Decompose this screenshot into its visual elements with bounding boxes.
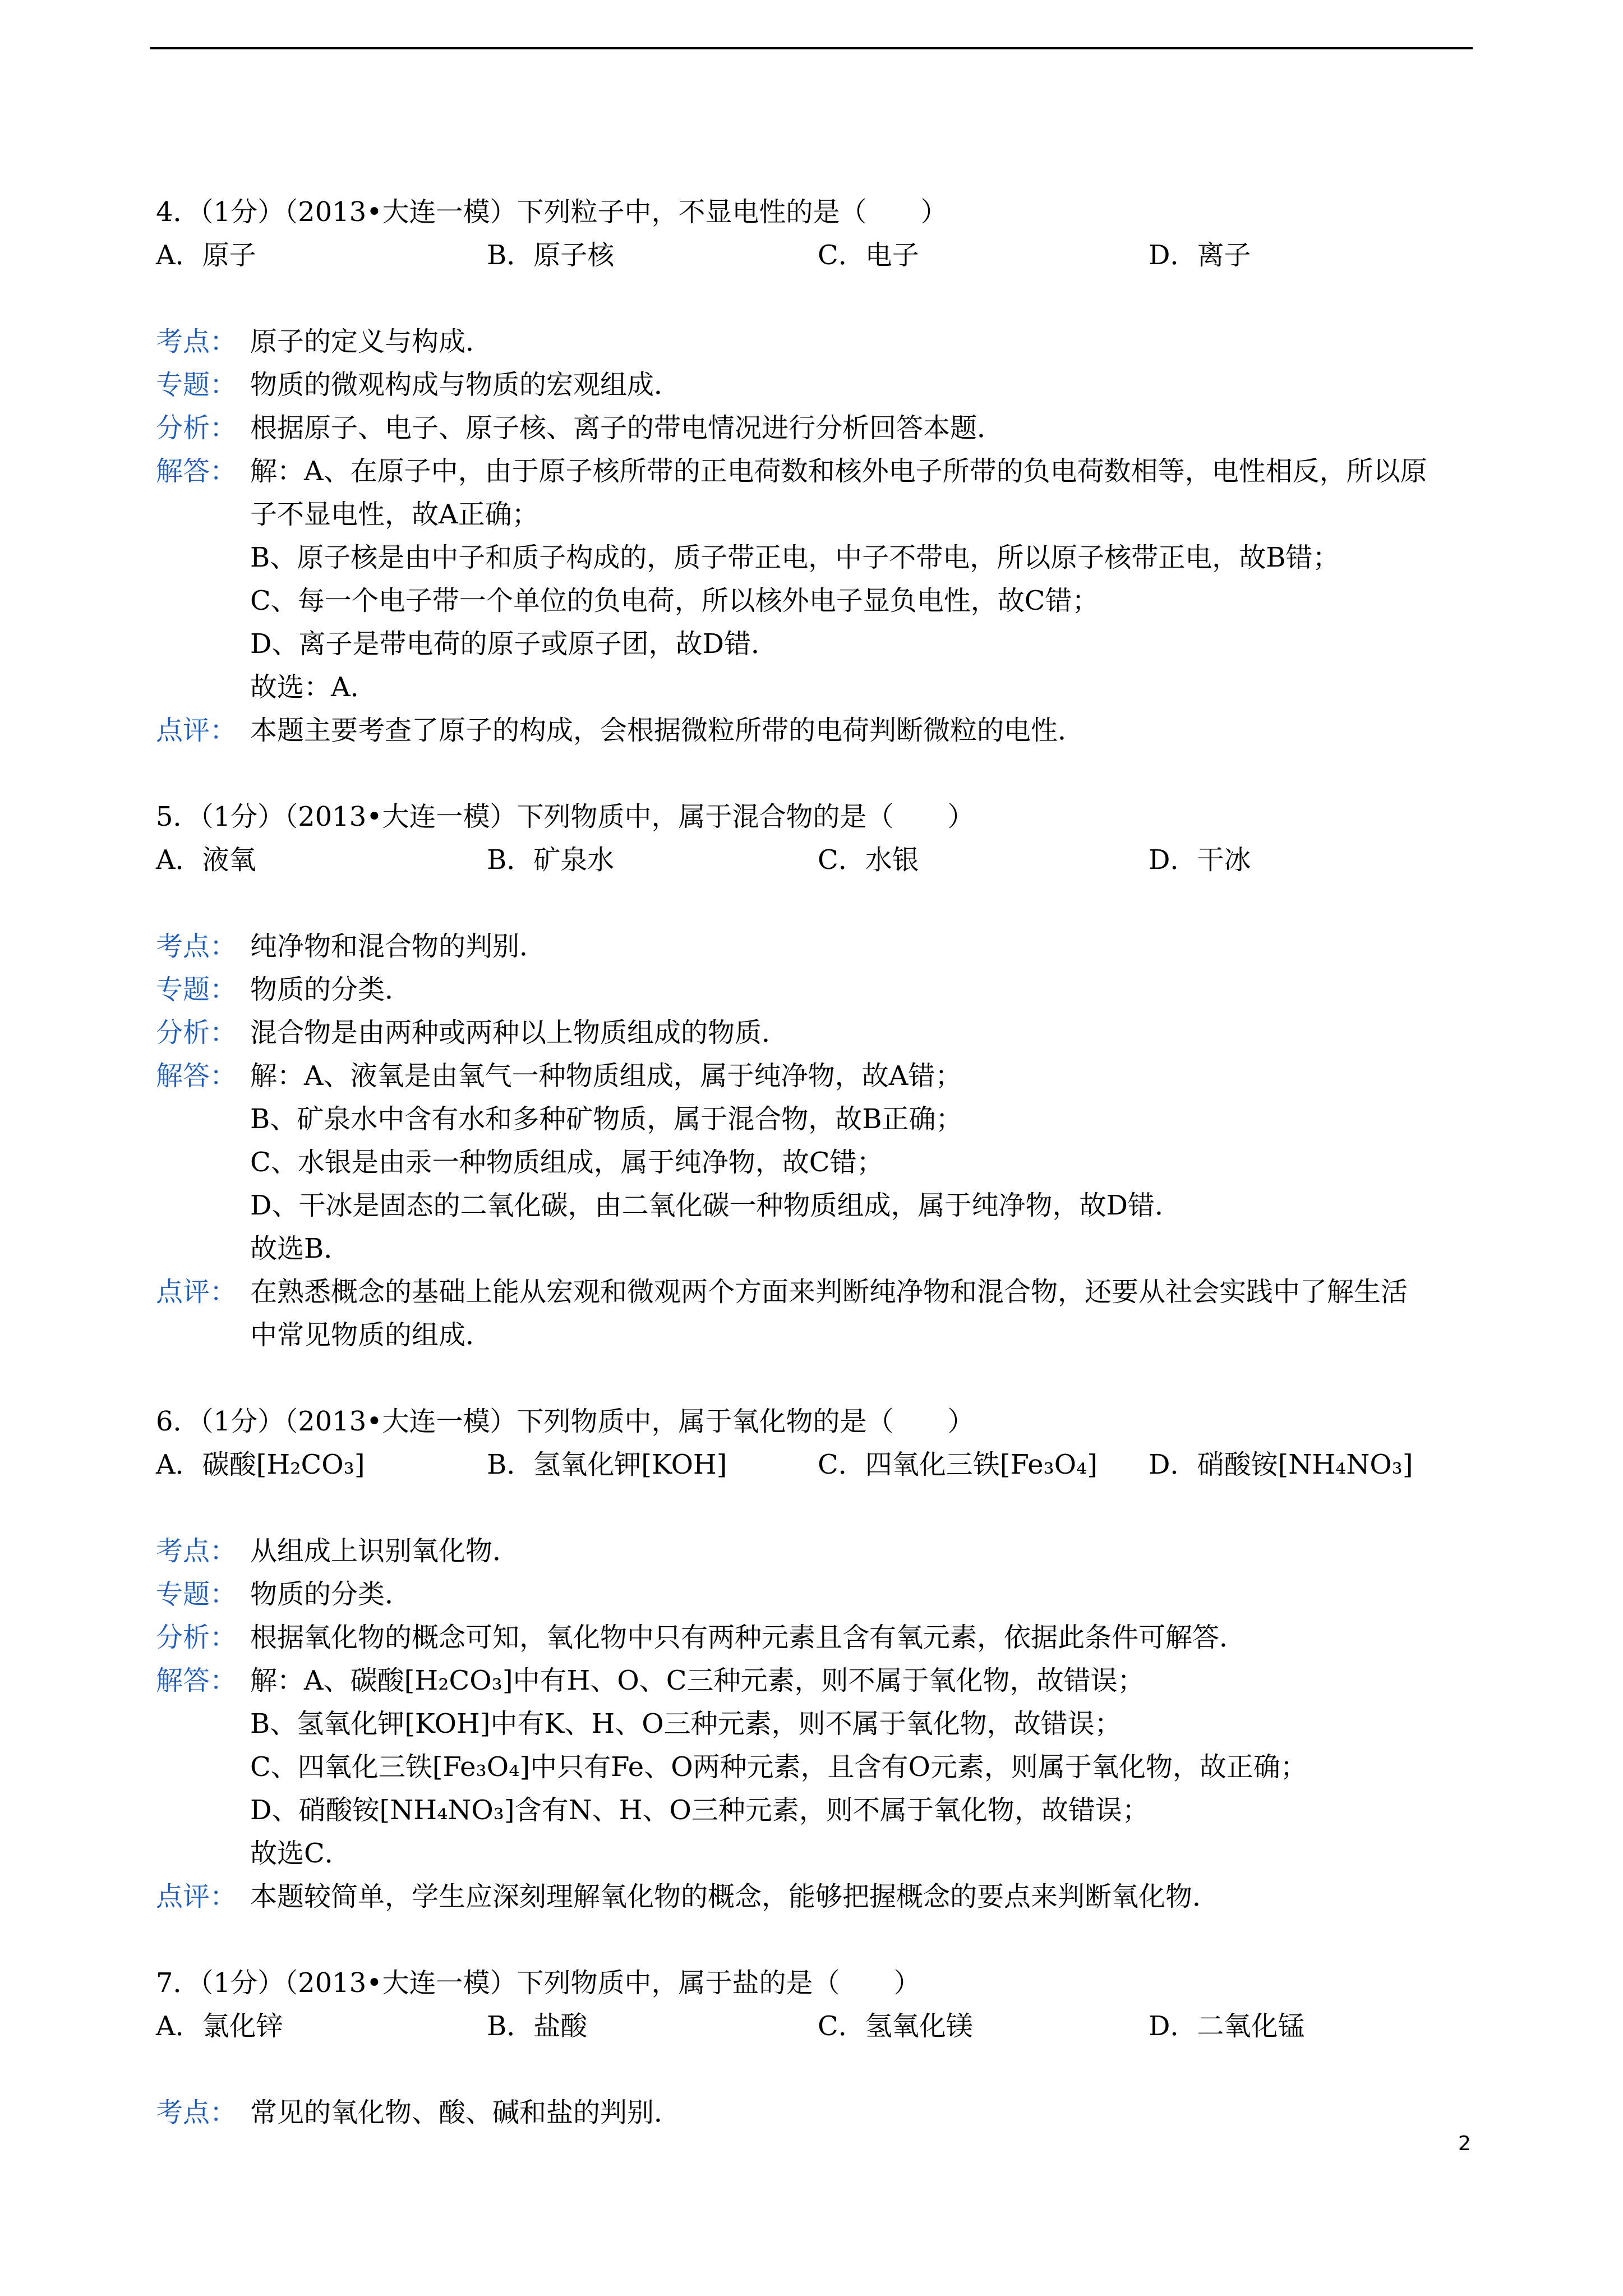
option-d: D．二氧化锰 xyxy=(1149,2010,1305,2042)
jieda-text xyxy=(250,1055,1479,1271)
dianping-label: 点评： xyxy=(156,1881,237,1912)
option-b: B．氢氧化钾[KOH] xyxy=(487,1449,727,1480)
kaodian-text: 常见的氧化物、酸、碱和盐的判别． xyxy=(250,2097,681,2128)
fenxi-label: 分析： xyxy=(156,412,237,444)
fenxi-row xyxy=(156,1616,1479,1659)
kaodian-label: 考点： xyxy=(156,2097,237,2128)
jieda-row xyxy=(156,450,1479,709)
option-d: D．干冰 xyxy=(1149,844,1251,876)
dianping-row xyxy=(156,1271,1479,1357)
option-a: A．原子 xyxy=(156,240,256,271)
dianping-label: 点评： xyxy=(156,1276,237,1308)
fenxi-row xyxy=(156,407,1479,450)
zhuanti-label: 专题： xyxy=(156,369,237,401)
jieda-line: 解：A、液氧是由氧气一种物质组成，属于纯净物，故A错； xyxy=(250,1060,962,1092)
jieda-line: C、每一个电子带一个单位的负电荷，所以核外电子显负电性，故C错； xyxy=(250,585,1099,616)
jieda-line: 故选：A． xyxy=(250,671,377,703)
kaodian-row xyxy=(156,925,1479,968)
dianping-line: 本题较简单，学生应深刻理解氧化物的概念，能够把握概念的要点来判断氧化物． xyxy=(250,1881,1220,1912)
option-b: B．矿泉水 xyxy=(487,844,615,876)
kaodian-row xyxy=(156,2091,1479,2134)
dianping-text xyxy=(250,1271,1479,1357)
option-c: C．电子 xyxy=(818,240,919,271)
spacer xyxy=(156,1357,1479,1400)
zhuanti-row xyxy=(156,968,1479,1011)
option-d: D．硝酸铵[NH₄NO₃] xyxy=(1149,1449,1413,1480)
dianping-label: 点评： xyxy=(156,715,237,746)
option-c: C．氢氧化镁 xyxy=(818,2010,973,2042)
spacer xyxy=(156,752,1479,795)
jieda-line: 子不显电性，故A正确； xyxy=(250,499,539,530)
jieda-label: 解答： xyxy=(156,455,237,487)
question-6 xyxy=(156,1400,1479,1918)
question-7 xyxy=(156,1962,1479,2134)
zhuanti-text: 物质的微观构成与物质的宏观组成． xyxy=(250,369,681,401)
fenxi-text: 混合物是由两种或两种以上物质组成的物质． xyxy=(250,1017,789,1048)
header-rule xyxy=(150,47,1473,49)
question-stem: 6．（1分）（2013•大连一模）下列物质中，属于氧化物的是（ ） xyxy=(156,1406,975,1437)
jieda-line: 故选C． xyxy=(250,1838,352,1869)
question-stem: 7．（1分）（2013•大连一模）下列物质中，属于盐的是（ ） xyxy=(156,1967,921,1999)
zhuanti-label: 专题： xyxy=(156,1579,237,1610)
jieda-line: 解：A、在原子中，由于原子核所带的正电荷数和核外电子所带的负电荷数相等，电性相反，所以原 xyxy=(250,455,1427,487)
dianping-line: 在熟悉概念的基础上能从宏观和微观两个方面来判断纯净物和混合物，还要从社会实践中了解生活 xyxy=(250,1276,1408,1308)
kaodian-text: 从组成上识别氧化物． xyxy=(250,1535,520,1567)
kaodian-text: 纯净物和混合物的判别． xyxy=(250,931,547,962)
jieda-label: 解答： xyxy=(156,1665,237,1696)
answer-options xyxy=(156,1443,1479,1487)
fenxi-row xyxy=(156,1011,1479,1055)
jieda-text xyxy=(250,450,1479,709)
fenxi-label: 分析： xyxy=(156,1622,237,1653)
jieda-line: B、氢氧化钾[KOH]中有K、H、O三种元素，则不属于氧化物，故错误； xyxy=(250,1708,1122,1740)
kaodian-text: 原子的定义与构成． xyxy=(250,326,493,357)
spacer xyxy=(156,1918,1479,1962)
option-c: C．四氧化三铁[Fe₃O₄] xyxy=(818,1449,1098,1480)
analysis-block xyxy=(156,1530,1479,1918)
answer-options xyxy=(156,2005,1479,2048)
kaodian-label: 考点： xyxy=(156,1535,237,1567)
analysis-block xyxy=(156,925,1479,1357)
jieda-line: D、离子是带电荷的原子或原子团，故D错． xyxy=(250,628,778,660)
fenxi-text: 根据原子、电子、原子核、离子的带电情况进行分析回答本题． xyxy=(250,412,1004,444)
jieda-line: D、硝酸铵[NH₄NO₃]含有N、H、O三种元素，则不属于氧化物，故错误； xyxy=(250,1795,1149,1826)
kaodian-label: 考点： xyxy=(156,326,237,357)
jieda-line: B、原子核是由中子和质子构成的，质子带正电，中子不带电，所以原子核带正电，故B错； xyxy=(250,542,1340,573)
question-stem: 5．（1分）（2013•大连一模）下列物质中，属于混合物的是（ ） xyxy=(156,801,975,832)
jieda-text xyxy=(250,1659,1479,1875)
option-a: A．氯化锌 xyxy=(156,2010,283,2042)
answer-options xyxy=(156,839,1479,882)
jieda-line: B、矿泉水中含有水和多种矿物质，属于混合物，故B正确； xyxy=(250,1103,963,1135)
fenxi-text: 根据氧化物的概念可知，氧化物中只有两种元素且含有氧元素，依据此条件可解答． xyxy=(250,1622,1247,1653)
question-4 xyxy=(156,191,1479,752)
question-stem: 4．（1分）（2013•大连一模）下列粒子中，不显电性的是（ ） xyxy=(156,196,948,228)
zhuanti-label: 专题： xyxy=(156,974,237,1005)
jieda-line: 故选B． xyxy=(250,1233,351,1264)
kaodian-row xyxy=(156,1530,1479,1573)
fenxi-label: 分析： xyxy=(156,1017,237,1048)
zhuanti-text: 物质的分类． xyxy=(250,1579,412,1610)
zhuanti-row xyxy=(156,364,1479,407)
dianping-row xyxy=(156,709,1479,752)
jieda-row xyxy=(156,1055,1479,1271)
option-a: A．液氧 xyxy=(156,844,256,876)
option-a: A．碳酸[H₂CO₃] xyxy=(156,1449,365,1480)
dianping-text xyxy=(250,1875,1479,1918)
answer-options xyxy=(156,234,1479,277)
jieda-line: D、干冰是固态的二氧化碳，由二氧化碳一种物质组成，属于纯净物，故D错． xyxy=(250,1190,1182,1221)
option-d: D．离子 xyxy=(1149,240,1251,271)
jieda-label: 解答： xyxy=(156,1060,237,1092)
kaodian-row xyxy=(156,320,1479,364)
jieda-line: C、四氧化三铁[Fe₃O₄]中只有Fe、O两种元素，且含有O元素，则属于氧化物，故正确； xyxy=(250,1751,1307,1783)
dianping-line: 中常见物质的组成． xyxy=(250,1319,493,1351)
option-b: B．原子核 xyxy=(487,240,615,271)
dianping-text xyxy=(250,709,1479,752)
zhuanti-row xyxy=(156,1573,1479,1616)
zhuanti-text: 物质的分类． xyxy=(250,974,412,1005)
kaodian-label: 考点： xyxy=(156,931,237,962)
dianping-line: 本题主要考查了原子的构成，会根据微粒所带的电荷判断微粒的电性． xyxy=(250,715,1085,746)
question-5 xyxy=(156,795,1479,1357)
option-c: C．水银 xyxy=(818,844,919,876)
dianping-row xyxy=(156,1875,1479,1918)
option-b: B．盐酸 xyxy=(487,2010,588,2042)
jieda-line: C、水银是由汞一种物质组成，属于纯净物，故C错； xyxy=(250,1147,884,1178)
analysis-block xyxy=(156,320,1479,752)
jieda-row xyxy=(156,1659,1479,1875)
analysis-block xyxy=(156,2091,1479,2134)
page-number: 2 xyxy=(1458,2132,1471,2155)
page-content xyxy=(156,191,1479,2134)
jieda-line: 解：A、碳酸[H₂CO₃]中有H、O、C三种元素，则不属于氧化物，故错误； xyxy=(250,1665,1145,1696)
